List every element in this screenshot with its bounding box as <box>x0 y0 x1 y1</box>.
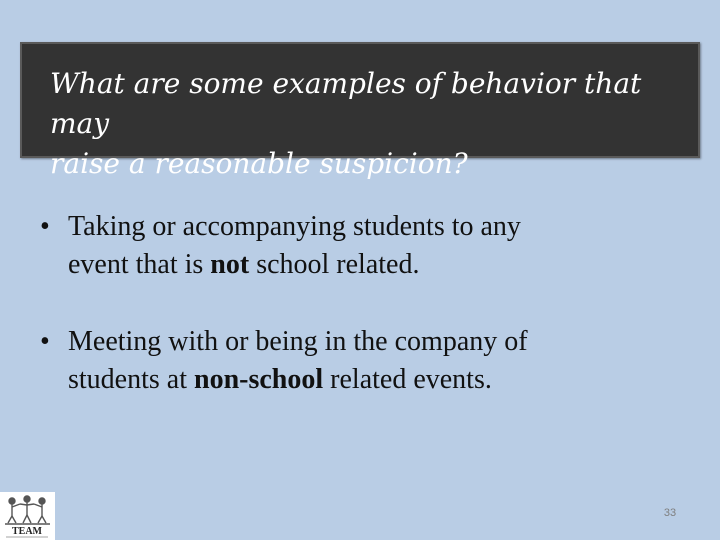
bullet-1-text-after: school related. <box>249 249 420 280</box>
team-logo <box>0 492 55 540</box>
bullet-dot: • <box>40 326 50 357</box>
logo-text: TEAM <box>12 526 42 537</box>
bullet-1-bold: not <box>210 249 250 280</box>
bullet-2-text-pre: students at <box>68 364 194 395</box>
slide-title <box>50 64 690 184</box>
bullet-item <box>40 323 680 399</box>
bullet-2-text-after: related events. <box>323 364 492 395</box>
bullet-dot: • <box>40 211 50 242</box>
title-line-1: What are some examples of behavior that may <box>50 67 642 140</box>
title-line-2: raise a reasonable suspicion? <box>50 147 468 180</box>
bullet-item <box>40 208 680 284</box>
bullet-1-line-1: Taking or accompanying students to any <box>68 211 521 242</box>
bullet-2-bold: non-school <box>194 364 324 395</box>
bullet-2-line-2 <box>68 361 680 399</box>
bullet-1-text-pre: event that is <box>68 249 211 280</box>
title-box <box>20 42 700 180</box>
bullet-1-line-2 <box>68 246 680 284</box>
bullet-list <box>40 208 680 438</box>
bullet-2-line-1: Meeting with or being in the company of <box>68 326 528 357</box>
team-people-icon <box>0 492 55 540</box>
page-number: 33 <box>663 507 677 519</box>
